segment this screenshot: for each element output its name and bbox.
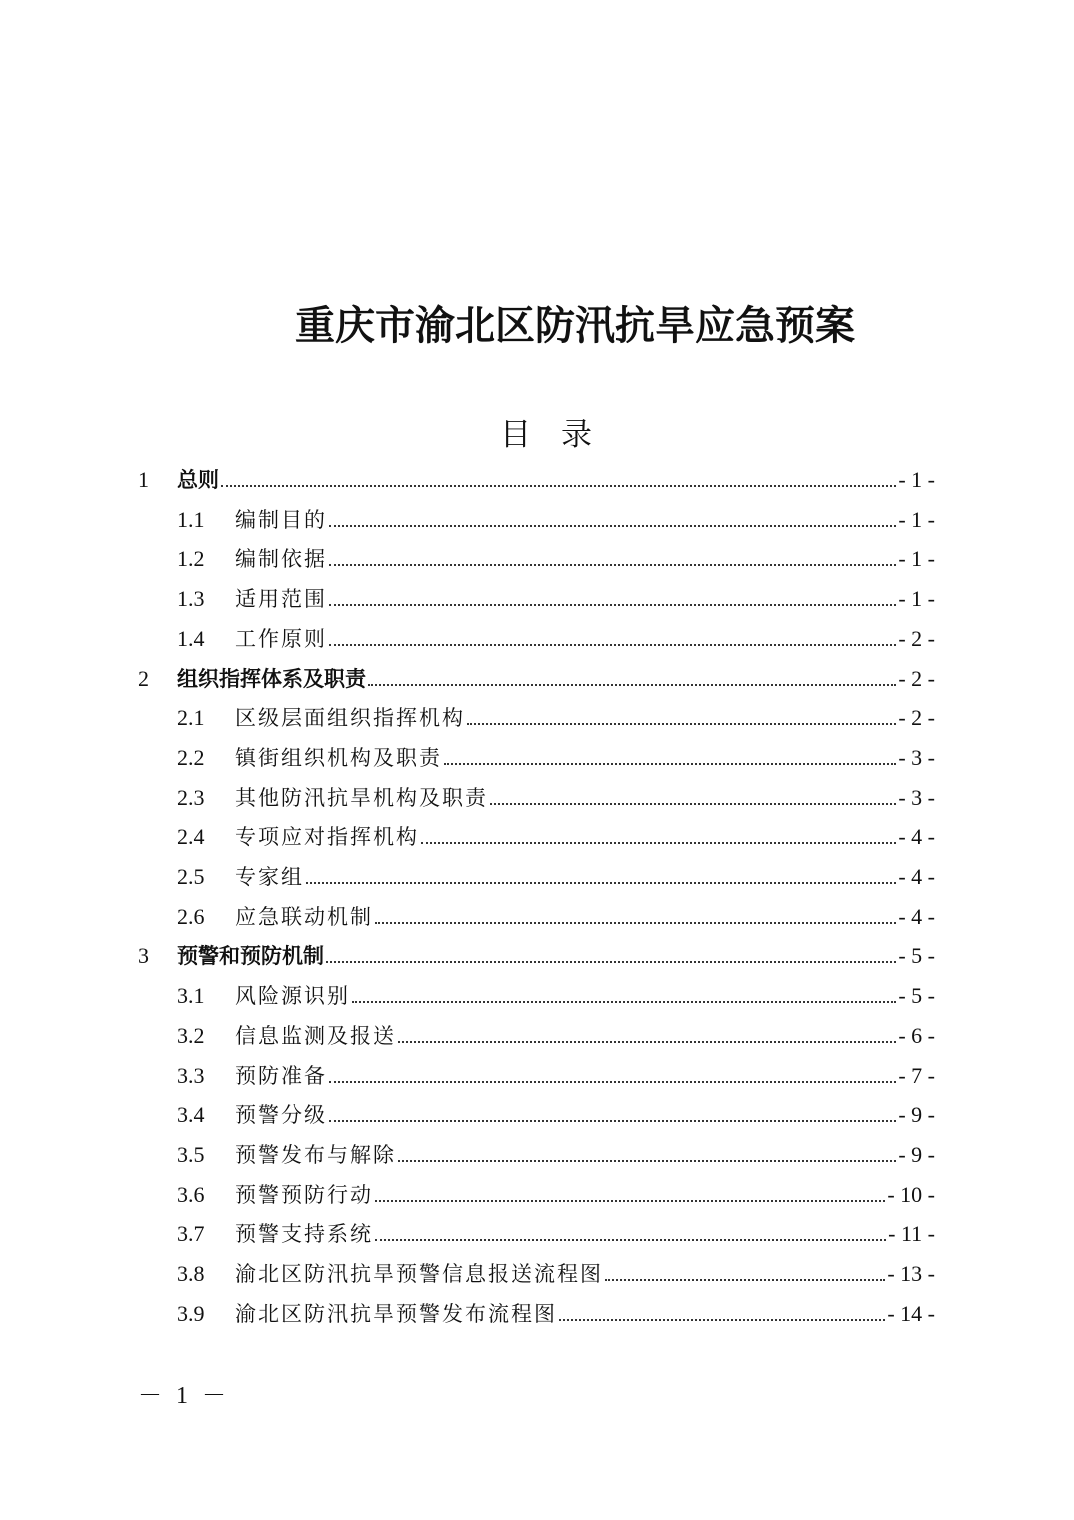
toc-entry[interactable] — [0, 1175, 1074, 1215]
toc-entry-number: 2.4 — [177, 824, 205, 850]
toc-entry-page: - 9 - — [898, 1141, 935, 1167]
toc-entry[interactable] — [0, 1254, 1074, 1294]
toc-entry-number: 3 — [138, 943, 149, 969]
toc-entry-title: 预警发布与解除 — [235, 1142, 396, 1167]
toc-dot-leader — [329, 525, 896, 527]
toc-entry[interactable] — [0, 1056, 1074, 1096]
toc-entry-number: 3.9 — [177, 1300, 205, 1326]
toc-entry-number: 1.2 — [177, 546, 205, 572]
toc-entry[interactable] — [0, 1294, 1074, 1334]
toc-entry-title: 组织指挥体系及职责 — [177, 666, 366, 691]
toc-entry-page: - 10 - — [887, 1181, 935, 1207]
toc-dot-leader — [421, 842, 896, 844]
toc-entry-number: 2.1 — [177, 705, 205, 731]
toc-entry-title: 适用范围 — [235, 587, 327, 612]
toc-entry-page: - 2 - — [898, 705, 935, 731]
toc-entry-number: 3.7 — [177, 1221, 205, 1247]
page-number: － 1 － — [138, 1383, 230, 1409]
toc-entry-number: 1.3 — [177, 586, 205, 612]
toc-entry-number: 2 — [138, 665, 149, 691]
toc-dot-leader — [326, 961, 896, 963]
toc-entry-title: 预警预防行动 — [235, 1182, 373, 1207]
toc-entry[interactable] — [0, 698, 1074, 738]
toc-entry-number: 2.3 — [177, 784, 205, 810]
toc-entry-page: - 6 - — [898, 1022, 935, 1048]
toc-entry-title: 渝北区防汛抗旱预警发布流程图 — [235, 1301, 557, 1326]
toc-entry-title: 渝北区防汛抗旱预警信息报送流程图 — [235, 1262, 603, 1286]
toc-entry-title: 预警分级 — [235, 1103, 327, 1128]
toc-entry-page: - 4 - — [898, 864, 935, 889]
toc-entry-page: - 2 - — [898, 625, 935, 651]
toc-dot-leader — [375, 1239, 886, 1241]
toc-dot-leader — [368, 684, 896, 686]
toc-entry-title: 工作原则 — [235, 626, 327, 651]
toc-entry[interactable] — [0, 936, 1074, 976]
toc-entry-number: 3.4 — [177, 1102, 205, 1128]
toc-dot-leader — [490, 803, 896, 805]
toc-entry[interactable] — [0, 778, 1074, 818]
toc-dot-leader — [375, 922, 896, 924]
toc-entry-title: 总则 — [177, 468, 219, 492]
toc-entry[interactable] — [0, 1095, 1074, 1135]
toc-entry-number: 1.1 — [177, 506, 205, 532]
toc-entry-title: 编制目的 — [235, 507, 327, 532]
toc-dot-leader — [375, 1200, 885, 1202]
toc-entry-number: 2.2 — [177, 744, 205, 770]
toc-heading-right: 录 — [561, 417, 592, 453]
toc-entry[interactable] — [0, 539, 1074, 579]
toc-entry-page: - 11 - — [888, 1221, 935, 1247]
toc-entry-page: - 14 - — [887, 1300, 935, 1326]
toc-entry[interactable] — [0, 857, 1074, 897]
toc-entry-page: - 4 - — [898, 903, 935, 929]
toc-entry-page: - 13 - — [887, 1261, 935, 1286]
toc-dot-leader — [221, 485, 896, 487]
toc-entry-page: - 5 - — [898, 983, 935, 1009]
toc-dot-leader — [352, 1001, 896, 1003]
toc-dot-leader — [329, 1120, 896, 1122]
toc-entry[interactable] — [0, 460, 1074, 500]
toc-entry[interactable] — [0, 1135, 1074, 1175]
toc-entry[interactable] — [0, 1016, 1074, 1056]
toc-entry-title: 预警支持系统 — [235, 1222, 373, 1247]
toc-entry-number: 3.6 — [177, 1181, 205, 1207]
toc-entry-number: 1 — [138, 467, 149, 492]
toc-dot-leader — [329, 644, 896, 646]
toc-entry[interactable] — [0, 579, 1074, 619]
toc-heading — [0, 410, 1074, 460]
toc-entry-page: - 3 - — [898, 744, 935, 770]
toc-entry-title: 专项应对指挥机构 — [235, 825, 419, 850]
toc-entry[interactable] — [0, 659, 1074, 699]
toc-heading-left: 目 — [500, 417, 531, 453]
toc-dot-leader — [467, 723, 896, 725]
toc-entry-title: 预警和预防机制 — [177, 944, 324, 969]
toc-entry-number: 1.4 — [177, 625, 205, 651]
toc-entry-page: - 7 - — [898, 1062, 935, 1088]
toc-entry-page: - 3 - — [898, 784, 935, 810]
toc-entry[interactable] — [0, 619, 1074, 659]
toc-entry[interactable] — [0, 976, 1074, 1016]
toc-entry-number: 3.5 — [177, 1141, 205, 1167]
toc-entry-page: - 1 - — [898, 506, 935, 532]
toc-entry-number: 3.8 — [177, 1261, 205, 1286]
toc-entry[interactable] — [0, 817, 1074, 857]
toc-dot-leader — [398, 1041, 896, 1043]
toc-dot-leader — [398, 1160, 896, 1162]
toc-entry-title: 区级层面组织指挥机构 — [235, 706, 465, 731]
toc-entry-page: - 4 - — [898, 824, 935, 850]
toc-entry-title: 信息监测及报送 — [235, 1023, 396, 1048]
toc-entry-page: - 1 - — [898, 467, 935, 492]
toc-entry-number: 3.2 — [177, 1022, 205, 1048]
toc-entry-title: 风险源识别 — [235, 984, 350, 1009]
toc-entry-title: 应急联动机制 — [235, 904, 373, 929]
toc-entry-number: 2.6 — [177, 903, 205, 929]
toc-dot-leader — [329, 1081, 896, 1083]
document-title: 重庆市渝北区防汛抗旱应急预案 — [295, 302, 855, 349]
toc-dot-leader — [444, 763, 896, 765]
toc-entry-title: 其他防汛抗旱机构及职责 — [235, 785, 488, 810]
toc-entry[interactable] — [0, 500, 1074, 540]
toc-entry[interactable] — [0, 1214, 1074, 1254]
toc-entry[interactable] — [0, 897, 1074, 937]
toc-entry-title: 编制依据 — [235, 547, 327, 572]
toc-entry-number: 2.5 — [177, 864, 205, 889]
toc-dot-leader — [306, 882, 896, 884]
toc-dot-leader — [329, 604, 896, 606]
toc-entry-title: 镇街组织机构及职责 — [235, 745, 442, 770]
toc-entry-title: 预防准备 — [235, 1063, 327, 1088]
toc-entry-number: 3.1 — [177, 983, 205, 1009]
toc-entry[interactable] — [0, 738, 1074, 778]
toc-entry-page: - 1 - — [898, 546, 935, 572]
toc-entry-page: - 5 - — [898, 943, 935, 969]
toc-entry-page: - 1 - — [898, 586, 935, 612]
toc-entry-number: 3.3 — [177, 1062, 205, 1088]
toc-dot-leader — [559, 1319, 885, 1321]
toc-entry-page: - 9 - — [898, 1102, 935, 1128]
toc-dot-leader — [605, 1279, 885, 1281]
toc-entry-page: - 2 - — [898, 665, 935, 691]
toc-entry-title: 专家组 — [235, 865, 304, 889]
toc-dot-leader — [329, 564, 896, 566]
